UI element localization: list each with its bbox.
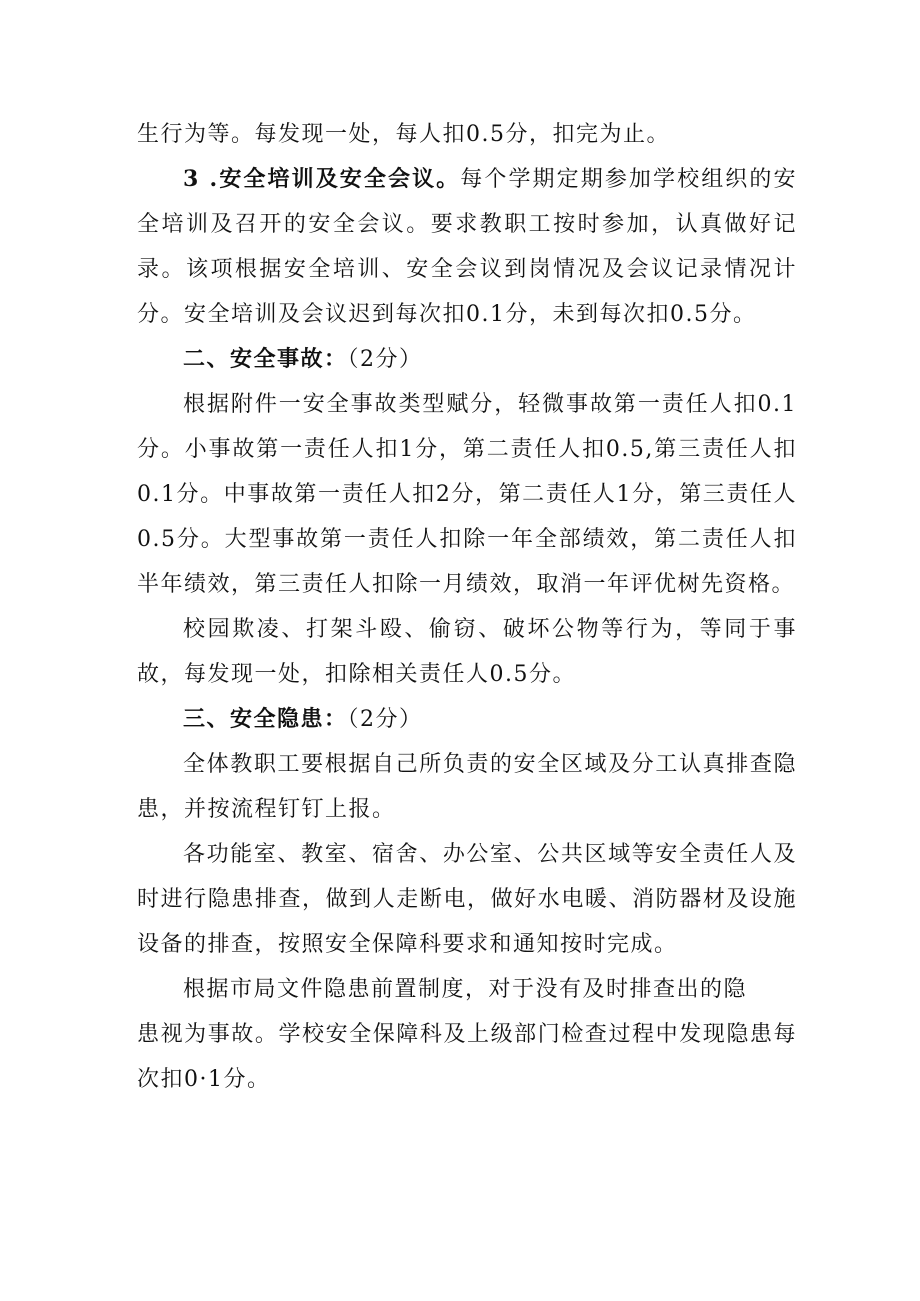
paragraph-accident-scoring: 根据附件一安全事故类型赋分，轻微事故第一责任人扣0.1分。小事故第一责任人扣1分，第二责任人扣0.5,第三责任人扣0.1分。中事故第一责任人扣2分，第二责任人1分，第三责任人0.5分。大型事故第一责任人扣除一年全部绩效，第二责任人扣半年绩效，第三责任人扣除一月绩效，取消一年评优树先资格。 xyxy=(137,392,797,597)
section-heading-safety-accidents xyxy=(137,337,797,382)
paragraph-hazard-reporting: 全体教职工要根据自己所负责的安全区域及分工认真排查隐患，并按流程钉钉上报。 xyxy=(137,752,797,822)
section-heading-safety-hazards xyxy=(137,697,797,742)
paragraph-hazard-inspection: 各功能室、教室、宿舍、办公室、公共区域等安全责任人及时进行隐患排查，做到人走断电，做好水电暖、消防器材及设施设备的排查，按照安全保障科要求和通知按时完成。 xyxy=(137,842,797,957)
paragraph-safety-training xyxy=(137,157,797,337)
document-body xyxy=(137,112,797,1102)
paragraph-hazard-policy-line2: 患视为事故。学校安全保障科及上级部门检查过程中发现隐患每次扣0·1分。 xyxy=(137,1022,797,1092)
section-score-safety-hazards: （2分） xyxy=(347,707,423,732)
paragraph-continuation: 生行为等。每发现一处，每人扣0.5分，扣完为止。 xyxy=(137,122,670,147)
paragraph-hazard-policy-line1: 根据市局文件隐患前置制度，对于没有及时排查出的隐 xyxy=(183,977,748,1002)
section-title-safety-accidents: 二、安全事故： xyxy=(183,346,348,372)
section-score-safety-accidents: （2分） xyxy=(347,347,423,372)
item-heading-safety-training: 3 .安全培训及安全会议。 xyxy=(183,166,461,192)
item-body-safety-training: 每个学期定期参加学校组织的安全培训及召开的安全会议。要求教职工按时参加，认真做好记录。该项根据安全培训、安全会议到岗情况及会议记录情况计分。安全培训及会议迟到每次扣0.1分，未到每次扣0.5分。 xyxy=(137,167,797,327)
paragraph-bullying: 校园欺凌、打架斗殴、偷窃、破坏公物等行为，等同于事故，每发现一处，扣除相关责任人0.5分。 xyxy=(137,617,797,687)
section-title-safety-hazards: 三、安全隐患： xyxy=(183,706,348,732)
